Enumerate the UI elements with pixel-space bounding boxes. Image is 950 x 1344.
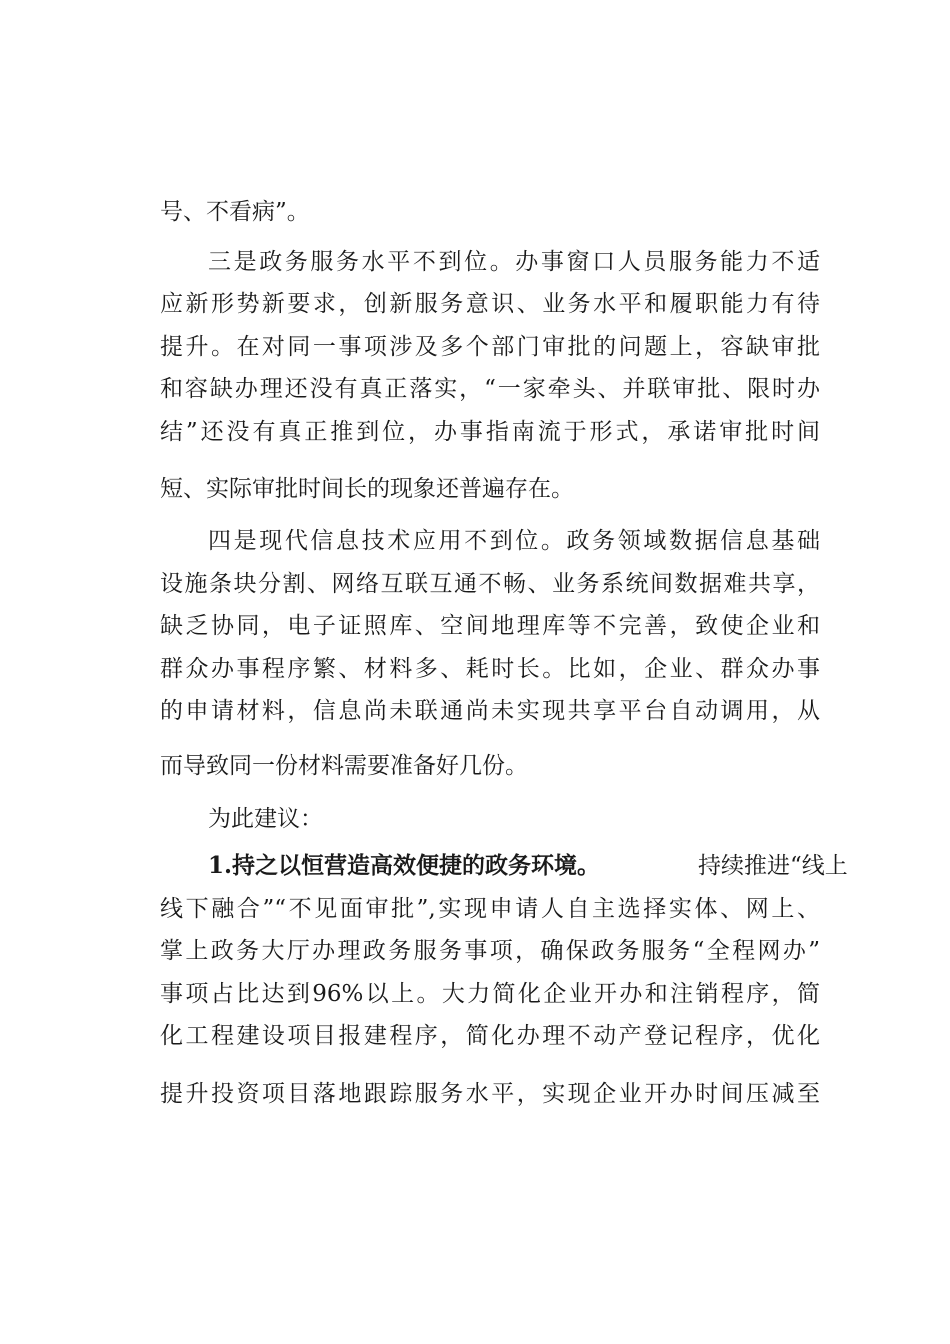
paragraph-line: 和容缺办理还没有真正落实，“一家牵头、并联审批、限时办 bbox=[160, 376, 820, 402]
paragraph-line: 掌上政务大厅办理政务服务事项，确保政务服务“全程网办” bbox=[160, 938, 820, 964]
paragraph-line: 应新形势新要求，创新服务意识、业务水平和履职能力有待 bbox=[160, 291, 820, 317]
paragraph-line: 短、实际审批时间长的现象还普遍存在。 bbox=[160, 476, 574, 502]
paragraph-line: 提升。在对同一事项涉及多个部门审批的问题上，容缺审批 bbox=[160, 334, 820, 360]
paragraph-line: 而导致同一份材料需要准备好几份。 bbox=[160, 753, 528, 779]
paragraph-line: 的申请材料，信息尚未联通尚未实现共享平台自动调用，从 bbox=[160, 698, 820, 724]
paragraph-line: 结”还没有真正推到位，办事指南流于形式，承诺审批时间 bbox=[160, 419, 820, 445]
paragraph-line: 线下融合”“不见面审批”,实现申请人自主选择实体、网上、 bbox=[160, 896, 820, 922]
paragraph-line: 为此建议： bbox=[208, 806, 323, 832]
paragraph-line: 设施条块分割、网络互联互通不畅、业务系统间数据难共享， bbox=[160, 571, 820, 597]
paragraph-line: 群众办事程序繁、材料多、耗时长。比如，企业、群众办事 bbox=[160, 656, 820, 682]
paragraph-line: 提升投资项目落地跟踪服务水平，实现企业开办时间压减至 bbox=[160, 1081, 820, 1107]
paragraph-line: 三是政务服务水平不到位。办事窗口人员服务能力不适 bbox=[208, 249, 820, 275]
paragraph-line: 四是现代信息技术应用不到位。政务领域数据信息基础 bbox=[208, 528, 820, 554]
paragraph-line: 缺乏协同，电子证照库、空间地理库等不完善，致使企业和 bbox=[160, 613, 820, 639]
section-heading: 1.持之以恒营造高效便捷的政务环境。 bbox=[208, 852, 601, 879]
paragraph-line: 号、不看病”。 bbox=[160, 199, 310, 225]
paragraph-line: 事项占比达到96%以上。大力简化企业开办和注销程序，简 bbox=[160, 981, 820, 1007]
paragraph-line: 化工程建设项目报建程序，简化办理不动产登记程序，优化 bbox=[160, 1023, 820, 1049]
paragraph-line: 持续推进“线上 bbox=[698, 853, 848, 879]
